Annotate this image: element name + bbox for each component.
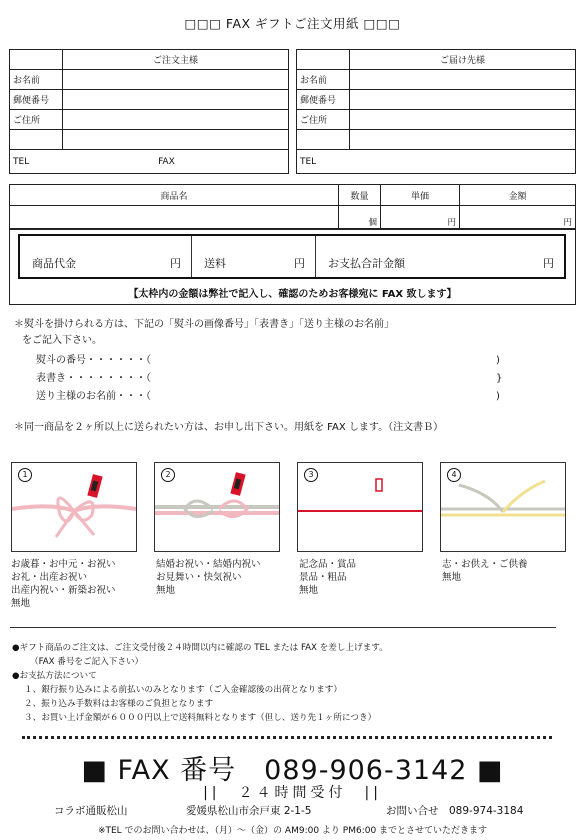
grand-total-cell <box>316 236 564 277</box>
note-line: １、銀行振り込みによる前払いのみとなります（ご入金確認後の出荷となります） <box>24 685 342 695</box>
noshi-3-illustration <box>298 463 422 551</box>
option-number-4: 4 <box>447 468 461 482</box>
noshi-option-4[interactable] <box>440 462 566 552</box>
shop-address: 愛媛県松山市余戸東 2-1-5 <box>186 805 312 817</box>
caption-line: 出産内祝い・新築お祝い <box>11 585 116 596</box>
unit-price-header: 単価 <box>381 185 460 206</box>
option-1-caption <box>11 558 151 610</box>
sender-name-label: 送り主様のお名前・・・（ <box>36 391 151 402</box>
dotted-divider <box>22 736 552 739</box>
caption-line: 景品・粗品 <box>299 572 347 583</box>
noshi-4-illustration <box>441 463 565 551</box>
shipping-cell <box>192 236 316 277</box>
orderer-header: ご注文主様 <box>63 50 289 70</box>
recipient-address-field[interactable] <box>350 110 576 130</box>
amount-header: 金額 <box>460 185 576 206</box>
recipient-zip-field[interactable] <box>350 90 576 110</box>
recipient-name-field[interactable] <box>350 70 576 90</box>
grand-total-label: お支払合計金額 <box>328 257 405 270</box>
orderer-address-field[interactable] <box>63 110 289 130</box>
noshi-number-close: ) <box>496 355 500 366</box>
orderer-tel-fax-row[interactable] <box>10 150 289 174</box>
noshi-option-3[interactable] <box>297 462 423 552</box>
caption-line: 無地 <box>299 585 319 596</box>
omotegaki-close: } <box>496 373 503 384</box>
summary-notice: 【太枠内の金額は弊社で記入し、確認のためお客様宛に FAX 致します】 <box>128 289 457 300</box>
goods-total-label: 商品代金 <box>32 257 76 270</box>
unit-price-field[interactable]: 円 <box>381 206 460 230</box>
option-number-1: 1 <box>18 468 32 482</box>
amount-field[interactable]: 円 <box>460 206 576 230</box>
recipient-zip-label: 郵便番号 <box>297 90 350 110</box>
caption-line: お歳暮・お中元・お祝い <box>11 559 116 570</box>
caption-line: 記念品・賞品 <box>299 559 357 570</box>
product-name-field[interactable] <box>10 206 339 230</box>
caption-line: お見舞い・快気祝い <box>156 572 242 583</box>
contact-tel: お問い合せ 089-974-3184 <box>386 805 524 817</box>
shop-name: コラボ通販松山 <box>54 805 128 817</box>
note-line: ●ギフト商品のご注文は、ご注文受付後２４時間以内に確認の TEL または FAX を差し上げます。 <box>12 643 388 653</box>
goods-total-cell <box>20 236 192 277</box>
recipient-name-label: お名前 <box>297 70 350 90</box>
note-line: （FAX 番号をご記入下さい） <box>30 657 144 667</box>
shipping-yen: 円 <box>294 257 305 270</box>
option-number-2: 2 <box>161 468 175 482</box>
note-line: ３、お買い上げ金額が６０００円以上で送料無料となります（但し、送り先１ヶ所につき） <box>24 713 377 723</box>
caption-line: 結婚お祝い・結婚内祝い <box>156 559 261 570</box>
notes <box>12 641 388 725</box>
fax-number: ■ FAX 番号 089-906-3142 ■ <box>81 755 504 786</box>
page-title: □□□ FAX ギフトご注文用紙 □□□ <box>184 16 401 31</box>
recipient-header: ご届け先様 <box>350 50 576 70</box>
orderer-fax-label: FAX <box>158 156 175 167</box>
option-3-caption <box>299 558 439 597</box>
orderer-address-field-2[interactable] <box>63 130 289 150</box>
section-divider <box>10 627 556 628</box>
option-2-caption <box>156 558 296 597</box>
note-line: ２、振り込み手数料はお客様のご負担となります <box>24 699 214 709</box>
option-4-caption <box>442 558 582 584</box>
orderer-name-field[interactable] <box>63 70 289 90</box>
omotegaki-label: 表書き・・・・・・・・（ <box>36 373 151 384</box>
note-line: ●お支払方法について <box>12 671 97 681</box>
sender-name-close: ) <box>496 391 500 402</box>
recipient-tel-label: TEL <box>300 156 317 167</box>
noshi-option-1[interactable] <box>11 462 137 552</box>
orderer-zip-label: 郵便番号 <box>10 90 63 110</box>
tel-hours-note: ※TEL でのお問い合わせは、（月）～（金）の AM9:00 より PM6:00 までとさせていただきます <box>97 826 488 836</box>
noshi-instruction-2: をご記入下さい。 <box>22 335 102 346</box>
recipient-tel-row[interactable] <box>297 150 576 174</box>
noshi-number-label: 熨斗の番号・・・・・・（ <box>36 355 151 366</box>
product-name-header: 商品名 <box>10 185 339 206</box>
quantity-header: 数量 <box>339 185 381 206</box>
recipient-table <box>296 49 576 174</box>
goods-total-yen: 円 <box>170 257 181 270</box>
product-table <box>9 184 576 230</box>
summary-box <box>18 234 566 279</box>
orderer-name-label: お名前 <box>10 70 63 90</box>
orderer-address-label: ご住所 <box>10 110 63 130</box>
option-number-3: 3 <box>304 468 318 482</box>
caption-line: 志・お供え・ご供養 <box>442 559 528 570</box>
noshi-option-2[interactable] <box>154 462 280 552</box>
recipient-address-field-2[interactable] <box>350 130 576 150</box>
recipient-address-label: ご住所 <box>297 110 350 130</box>
orderer-tel-label: TEL <box>13 156 30 167</box>
multi-destination-note: ＊同一商品を２ヶ所以上に送られたい方は、お申し出下さい。用紙を FAX します。（注文書Ｂ） <box>14 422 444 433</box>
reception-hours: || ２４時間受付 || <box>203 785 382 801</box>
shipping-label: 送料 <box>204 257 226 270</box>
noshi-1-illustration <box>12 463 136 551</box>
caption-line: 無地 <box>156 585 176 596</box>
quantity-field[interactable]: 個 <box>339 206 381 230</box>
orderer-table <box>9 49 289 174</box>
orderer-zip-field[interactable] <box>63 90 289 110</box>
caption-line: お礼・出産お祝い <box>11 572 88 583</box>
noshi-instruction-1: ＊熨斗を掛けられる方は、下記の「熨斗の画像番号」「表書き」「送り主様のお名前」 <box>14 319 394 330</box>
noshi-2-illustration <box>155 463 279 551</box>
caption-line: 無地 <box>442 572 462 583</box>
grand-total-yen: 円 <box>543 257 554 270</box>
caption-line: 無地 <box>11 598 31 609</box>
